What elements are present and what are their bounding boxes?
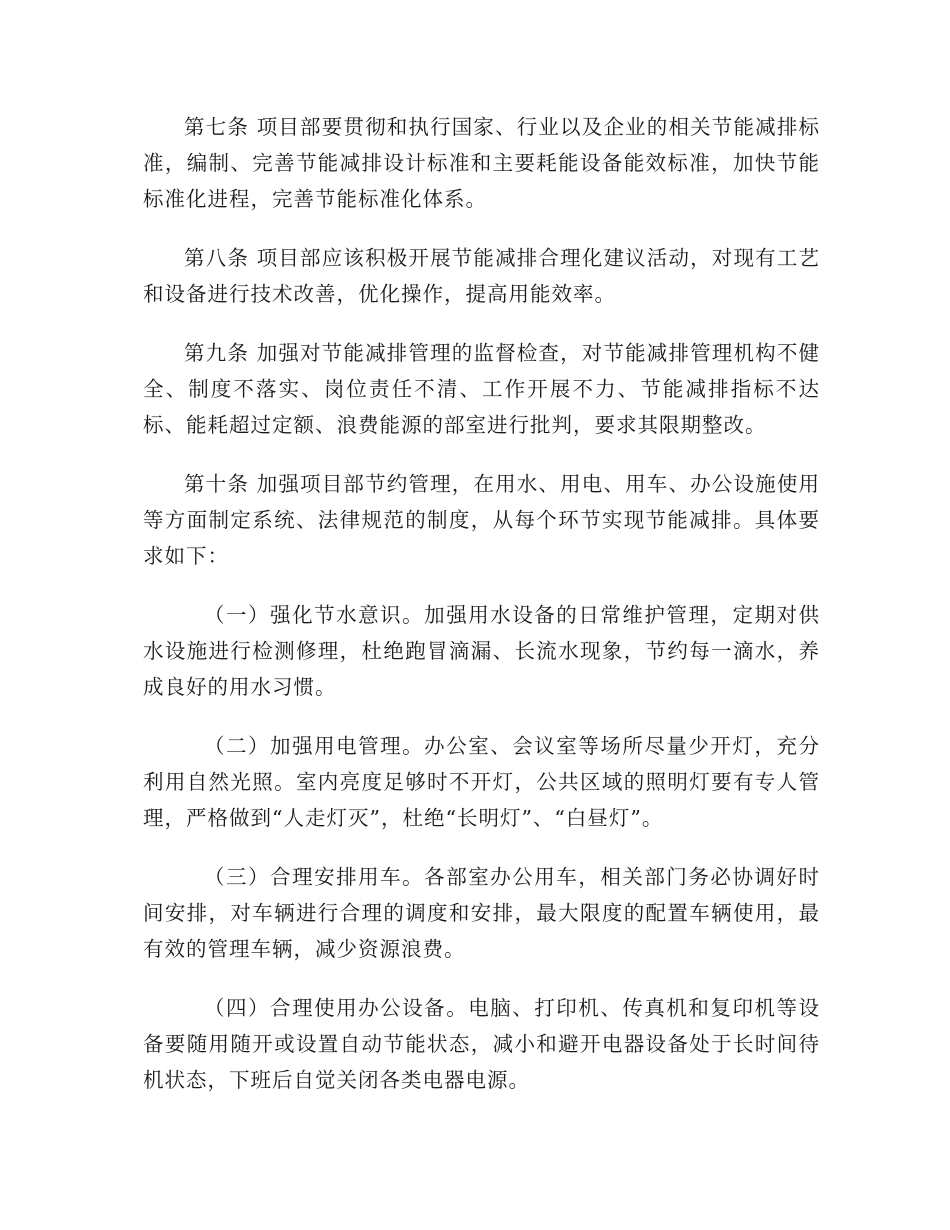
item-1-paragraph: （一）强化节水意识。加强用水设备的日常维护管理，定期对供水设施进行检测修理，杜绝跑冒滴漏、长流水现象，节约每一滴水，养成良好的用水习惯。 <box>143 603 820 699</box>
article-7-paragraph: 第七条 项目部要贯彻和执行国家、行业以及企业的相关节能减排标准，编制、完善节能减排设计标准和主要耗能设备能效标准，加快节能标准化进程，完善节能标准化体系。 <box>143 115 820 211</box>
article-9-paragraph: 第九条 加强对节能减排管理的监督检查，对节能减排管理机构不健全、制度不落实、岗位责任不清、工作开展不力、节能减排指标不达标、能耗超过定额、浪费能源的部室进行批判，要求其限期整改。 <box>143 341 820 437</box>
article-8-paragraph: 第八条 项目部应该积极开展节能减排合理化建议活动，对现有工艺和设备进行技术改善，优化操作，提高用能效率。 <box>143 246 820 306</box>
item-2-paragraph: （二）加强用电管理。办公室、会议室等场所尽量少开灯，充分利用自然光照。室内亮度足够时不开灯，公共区域的照明灯要有专人管理，严格做到“人走灯灭”，杜绝“长明灯”、“白昼灯”。 <box>143 734 820 830</box>
item-3-paragraph: （三）合理安排用车。各部室办公用车，相关部门务必协调好时间安排，对车辆进行合理的调度和安排，最大限度的配置车辆使用，最有效的管理车辆，减少资源浪费。 <box>143 865 820 961</box>
item-4-paragraph: （四）合理使用办公设备。电脑、打印机、传真机和复印机等设备要随用随开或设置自动节能状态，减小和避开电器设备处于长时间待机状态，下班后自觉关闭各类电器电源。 <box>143 996 820 1092</box>
article-10-paragraph: 第十条 加强项目部节约管理，在用水、用电、用车、办公设施使用等方面制定系统、法律规范的制度，从每个环节实现节能减排。具体要求如下： <box>143 472 820 568</box>
